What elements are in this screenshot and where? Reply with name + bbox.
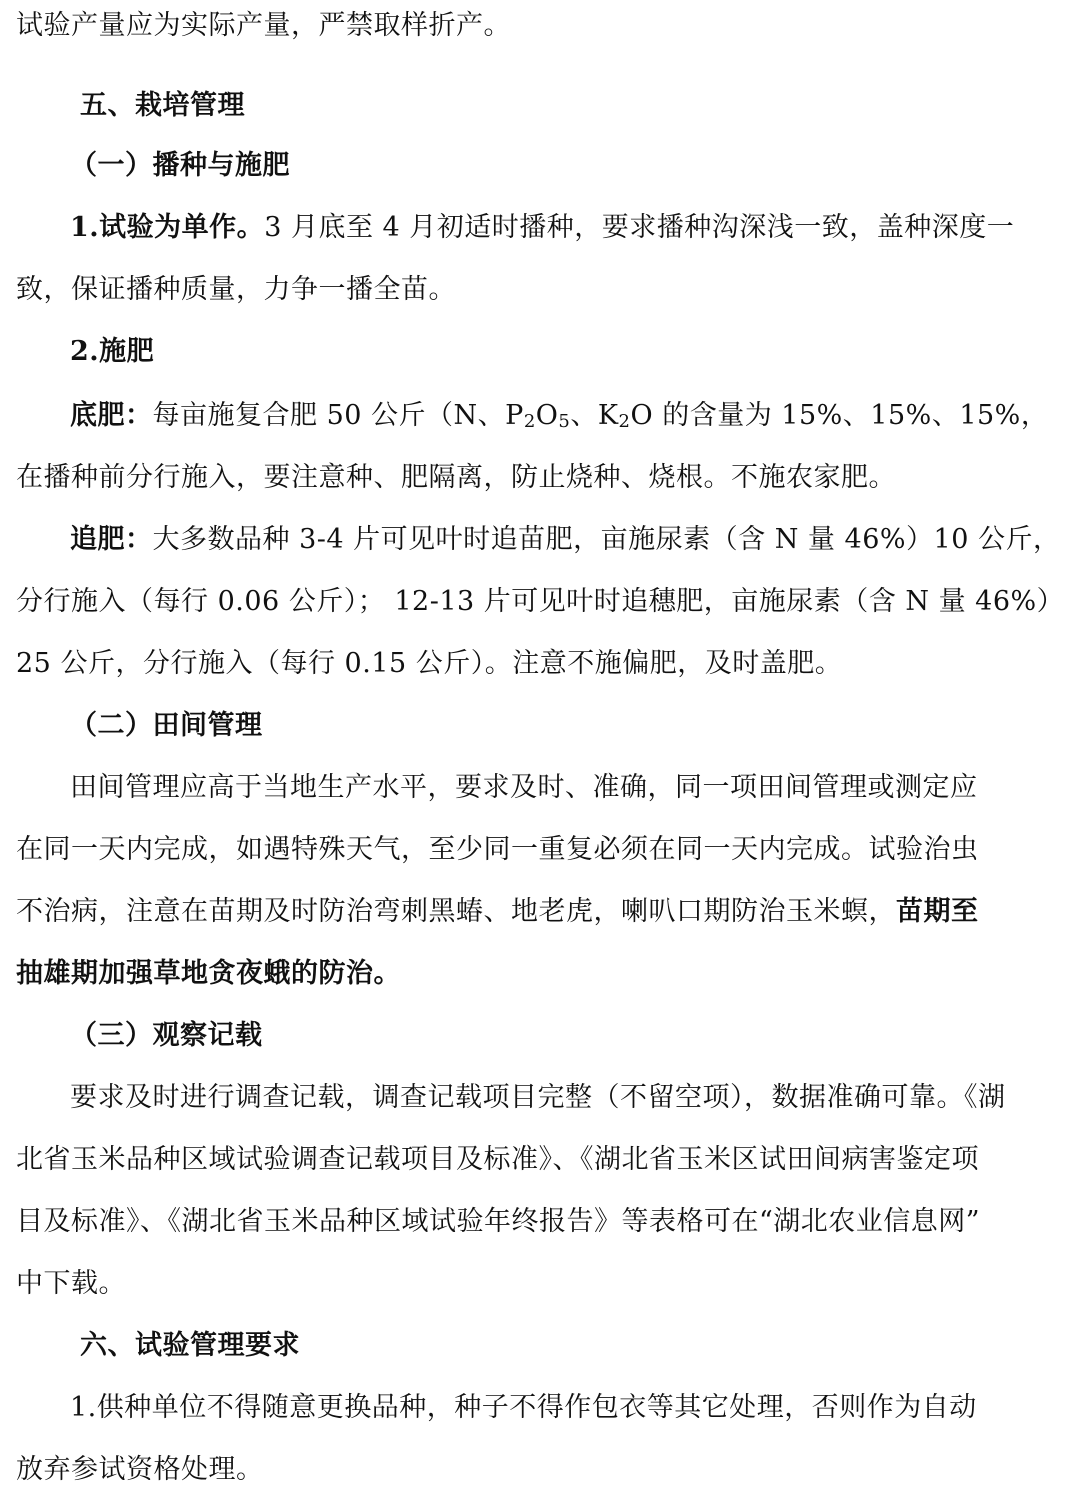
text-line: 要求及时进行调查记载，调查记载项目完整（不留空项），数据准确可靠。《湖	[70, 1082, 1006, 1113]
text-run: 、K	[570, 400, 619, 431]
paragraph-line	[0, 208, 1070, 248]
subsection-heading-text: （一）播种与施肥	[70, 150, 290, 181]
subsection-heading-text: （二）田间管理	[70, 710, 263, 741]
item-heading: 1.试验为单作。	[70, 212, 265, 243]
paragraph-line	[0, 1078, 1070, 1118]
text-line: 1.供种单位不得随意更换品种，种子不得作包衣等其它处理，否则作为自动	[70, 1392, 977, 1423]
section-heading	[0, 86, 1080, 126]
emphasis-text: 抽雄期加强草地贪夜蛾的防治。	[16, 958, 401, 989]
text-run: O	[535, 400, 559, 431]
paragraph-line	[0, 892, 1016, 932]
emphasis-text: 苗期至	[896, 896, 979, 927]
section-heading-text: 五、栽培管理	[80, 90, 245, 121]
text-run: 大多数品种 3-4 片可见叶时追苗肥，亩施尿素（含 N 量 46%）10 公斤，	[152, 524, 1061, 555]
text-line: 在同一天内完成，如遇特殊天气，至少同一重复必须在同一天内完成。试验治虫	[16, 834, 979, 865]
paragraph-line	[0, 1140, 1016, 1180]
text-line: 北省玉米品种区域试验调查记载项目及标准》、《湖北省玉米区试田间病害鉴定项	[16, 1144, 979, 1175]
text-line: 田间管理应高于当地生产水平，要求及时、准确，同一项田间管理或测定应	[70, 772, 978, 803]
paragraph-line	[0, 954, 1016, 994]
paragraph-line	[0, 520, 1070, 560]
text-run: 每亩施复合肥 50 公斤（N、P	[152, 400, 524, 431]
text-line: 致，保证播种质量，力争一播全苗。	[16, 274, 456, 305]
text-run: 不治病，注意在苗期及时防治弯刺黑蝽、地老虎，喇叭口期防治玉米螟，	[16, 896, 896, 927]
paragraph-line	[0, 6, 1016, 46]
paragraph-line	[0, 458, 1016, 498]
paragraph-line	[0, 582, 1065, 622]
paragraph-line	[0, 1264, 1016, 1304]
paragraph-line	[0, 1388, 1070, 1428]
paragraph-line	[0, 270, 1016, 310]
subsection-heading-text: （三）观察记载	[70, 1020, 263, 1051]
section-heading	[0, 1326, 1080, 1366]
section-heading-text: 六、试验管理要求	[80, 1330, 300, 1361]
text-line: 中下载。	[16, 1268, 126, 1299]
subsection-heading	[0, 146, 1070, 186]
text-line: 在播种前分行施入，要注意种、肥隔离，防止烧种、烧根。不施农家肥。	[16, 462, 896, 493]
paragraph-line	[0, 1202, 1016, 1242]
paragraph-line	[0, 1450, 1016, 1490]
text-line: 试验产量应为实际产量，严禁取样折产。	[16, 10, 511, 41]
paragraph-line	[0, 396, 1070, 436]
subscript: 2	[618, 411, 631, 432]
text-run: 3 月底至 4 月初适时播种，要求播种沟深浅一致，盖种深度一	[264, 212, 1015, 243]
label-top-dressing: 追肥：	[70, 524, 153, 555]
paragraph-line	[0, 644, 1016, 684]
text-line: 分行施入（每行 0.06 公斤）； 12-13 片可见叶时追穗肥，亩施尿素（含 N 量 46%）	[16, 586, 1065, 617]
text-line: 25 公斤，分行施入（每行 0.15 公斤）。注意不施偏肥，及时盖肥。	[16, 648, 843, 679]
subsection-heading	[0, 706, 1070, 746]
subscript: 5	[558, 411, 571, 432]
item-heading: 2.施肥	[70, 336, 155, 367]
label-base-fertilizer: 底肥：	[70, 400, 153, 431]
paragraph-line	[0, 830, 1016, 870]
text-run: O 的含量为 15%、15%、15%，	[630, 400, 1049, 431]
subsection-heading	[0, 1016, 1070, 1056]
item-heading-line	[0, 332, 1070, 372]
paragraph-line	[0, 768, 1070, 808]
text-line: 放弃参试资格处理。	[16, 1454, 264, 1485]
text-line: 目及标准》、《湖北省玉米品种区域试验年终报告》等表格可在“湖北农业信息网”	[16, 1206, 981, 1237]
subscript: 2	[523, 411, 536, 432]
